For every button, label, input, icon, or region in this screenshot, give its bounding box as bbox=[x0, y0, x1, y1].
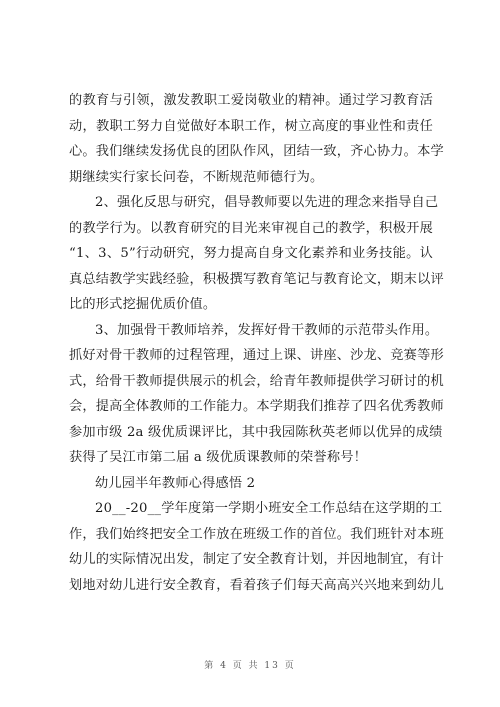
text-line: 抓好对骨干教师的过程管理，通过上课、讲座、沙龙、竞赛等形 bbox=[69, 348, 444, 363]
text-line: 期继续实行家长问卷，不断规范师德行为。 bbox=[69, 169, 324, 185]
section-heading: 幼儿园半年教师心得感悟 2 bbox=[95, 475, 256, 491]
text-line: 获得了吴江市第二届 a 级优质课教师的荣誉称号！ bbox=[69, 450, 367, 465]
text-line: 幼儿的实际情况出发，制定了安全教育计划，并因地制宜，有计 bbox=[69, 552, 444, 567]
text-line: 会，提高全体教师的工作能力。本学期我们推荐了四名优秀教师 bbox=[69, 399, 444, 414]
text-line: 参加市级 2a 级优质课评比，其中我园陈秋英老师以优异的成绩 bbox=[69, 424, 443, 440]
page-number-footer: 第 4 页 共 13 页 bbox=[204, 661, 296, 671]
document-body bbox=[69, 88, 444, 598]
text-line: 式，给骨干教师提供展示的机会，给青年教师提供学习研讨的机 bbox=[69, 373, 444, 389]
text-line: 作，我们始终把安全工作放在班级工作的首位。我们班针对本班 bbox=[69, 526, 444, 542]
paragraph-start-line: 3、加强骨干教师培养，发挥好骨干教师的示范带头作用。 bbox=[95, 322, 439, 338]
text-line: 的教学行为。以教育研究的目光来审视自己的教学，积极开展 bbox=[69, 220, 433, 236]
paragraph-start-line: 2、强化反思与研究，倡导教师要以先进的理念来指导自己 bbox=[95, 195, 439, 210]
text-line: 真总结教学实践经验，积极撰写教育笔记与教育论文，期末以评 bbox=[69, 271, 444, 287]
text-line: 的教育与引领，激发教职工爱岗敬业的精神。通过学习教育活 bbox=[69, 93, 433, 108]
text-line: 动，教职工努力自觉做好本职工作，树立高度的事业性和责任 bbox=[69, 118, 433, 134]
text-line: 心。我们继续发扬优良的团队作风，团结一致，齐心协力。本学 bbox=[69, 144, 444, 159]
text-line: “1、3、5”行动研究，努力提高自身文化素养和业务技能。认 bbox=[69, 246, 433, 261]
paragraph-start-line: 20__-20__学年度第一学期小班安全工作总结在这学期的工 bbox=[95, 501, 443, 516]
text-line: 比的形式挖掘优质价值。 bbox=[69, 297, 217, 312]
text-line: 划地对幼儿进行安全教育，看着孩子们每天高高兴兴地来到幼儿 bbox=[69, 577, 444, 593]
